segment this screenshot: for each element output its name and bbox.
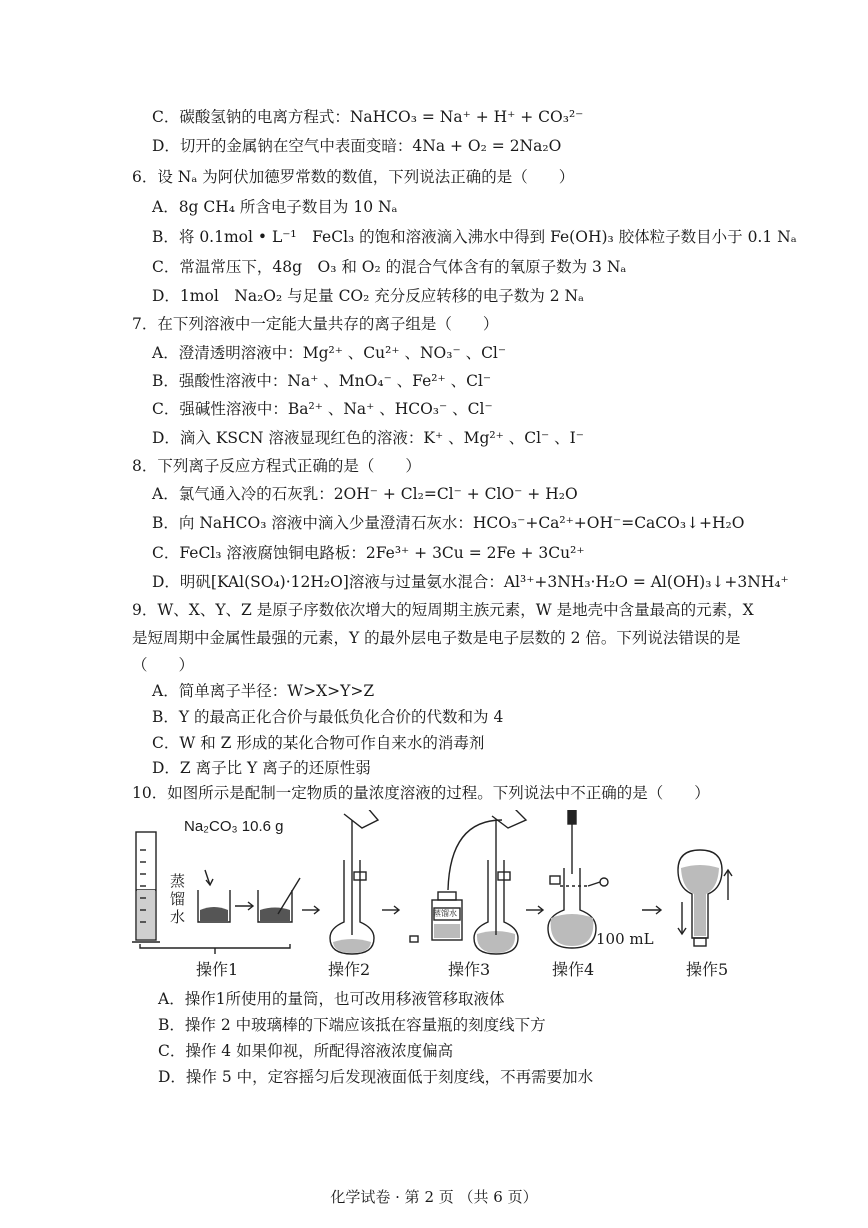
op5-label: 操作5 xyxy=(686,960,729,979)
procedure-diagram xyxy=(130,810,740,980)
q8-option-b: B．向 NaHCO₃ 溶液中滴入少量澄清石灰水：HCO₃⁻+Ca²⁺+OH⁻=CaCO₃↓+H₂O xyxy=(152,514,745,532)
q7-option-b: B．强酸性溶液中：Na⁺ 、MnO₄⁻ 、Fe²⁺ 、Cl⁻ xyxy=(152,372,492,390)
question-9-line-3: （ ） xyxy=(132,656,195,674)
page-footer: 化学试卷 · 第 2 页 （共 6 页） xyxy=(330,1188,538,1206)
q8-option-d: D．明矾[KAl(SO₄)·12H₂O]溶液与过量氨水混合：Al³⁺+3NH₃·H₂O = Al(OH)₃↓+3NH₄⁺ xyxy=(152,573,789,591)
volumetric-flask-3 xyxy=(474,810,526,954)
q5-option-d: D．切开的金属钠在空气中表面变暗：4Na + O₂ = 2Na₂O xyxy=(152,137,562,155)
q7-option-d: D．滴入 KSCN 溶液显现红色的溶液：K⁺ 、Mg²⁺ 、Cl⁻ 、I⁻ xyxy=(152,429,584,447)
q9-option-a: A．简单离子半径：W>X>Y>Z xyxy=(152,682,375,700)
water-label-3: 水 xyxy=(170,908,186,926)
op2-label: 操作2 xyxy=(328,960,371,979)
q8-option-c: C．FeCl₃ 溶液腐蚀铜电路板：2Fe³⁺ + 3Cu = 2Fe + 3Cu²⁺ xyxy=(152,544,585,562)
question-9-line-1: 9．W、X、Y、Z 是原子序数依次增大的短周期主族元素，W 是地壳中含量最高的元素，X xyxy=(132,601,754,619)
question-7: 7．在下列溶液中一定能大量共存的离子组是（ ） xyxy=(132,315,499,333)
question-8: 8．下列离子反应方程式正确的是（ ） xyxy=(132,457,421,475)
reagent-label: Na₂CO₃ 10.6 g xyxy=(184,818,284,835)
q6-option-d: D．1mol Na₂O₂ 与足量 CO₂ 充分反应转移的电子数为 2 Nₐ xyxy=(152,287,585,305)
q10-option-c: C．操作 4 如果仰视，所配得溶液浓度偏高 xyxy=(158,1042,454,1060)
graduated-cylinder xyxy=(132,832,160,942)
q6-option-a: A．8g CH₄ 所含电子数目为 10 Nₐ xyxy=(152,198,398,216)
question-6: 6．设 Nₐ 为阿伏加德罗常数的数值，下列说法正确的是（ ） xyxy=(132,168,575,186)
q6-option-c: C．常温常压下，48g O₃ 和 O₂ 的混合气体含有的氧原子数为 3 Nₐ xyxy=(152,258,627,276)
q6-option-b: B．将 0.1mol • L⁻¹ FeCl₃ 的饱和溶液滴入沸水中得到 Fe(OH)₃ 胶体粒子数目小于 0.1 Nₐ xyxy=(152,228,797,246)
op4-label: 操作4 xyxy=(552,960,595,979)
q10-option-d: D．操作 5 中，定容摇匀后发现液面低于刻度线，不再需要加水 xyxy=(158,1068,594,1086)
q5-option-c: C．碳酸氢钠的电离方程式：NaHCO₃ = Na⁺ + H⁺ + CO₃²⁻ xyxy=(152,108,584,126)
q10-option-b: B．操作 2 中玻璃棒的下端应该抵在容量瓶的刻度线下方 xyxy=(158,1016,546,1034)
op3-label: 操作3 xyxy=(448,960,491,979)
q9-option-b: B．Y 的最高正化合价与最低负化合价的代数和为 4 xyxy=(152,708,504,726)
question-10: 10．如图所示是配制一定物质的量浓度溶液的过程。下列说法中不正确的是（ ） xyxy=(132,784,710,802)
water-label-2: 馏 xyxy=(170,890,186,908)
wash-bottle-label: 蒸馏水 xyxy=(433,909,457,918)
q9-option-c: C．W 和 Z 形成的某化合物可作自来水的消毒剂 xyxy=(152,734,485,752)
op1-label: 操作1 xyxy=(196,960,239,979)
question-9-line-2: 是短周期中金属性最强的元素，Y 的最外层电子数是电子层数的 2 倍。下列说法错误的是 xyxy=(132,629,741,647)
volumetric-flask-4 xyxy=(548,810,608,948)
q9-option-d: D．Z 离子比 Y 离子的还原性弱 xyxy=(152,759,371,777)
q10-option-a: A．操作1所使用的量筒，也可改用移液管移取液体 xyxy=(158,990,505,1008)
volume-label: 100 mL xyxy=(596,930,654,948)
beaker-1 xyxy=(198,890,230,922)
volumetric-flask-2 xyxy=(330,810,378,954)
procedure-figure xyxy=(130,810,740,980)
inverted-flask xyxy=(678,850,732,946)
water-label-1: 蒸 xyxy=(170,872,186,890)
q8-option-a: A．氯气通入冷的石灰乳：2OH⁻ + Cl₂=Cl⁻ + ClO⁻ + H₂O xyxy=(152,485,578,503)
beaker-2 xyxy=(258,878,300,922)
q7-option-a: A．澄清透明溶液中：Mg²⁺ 、Cu²⁺ 、NO₃⁻ 、Cl⁻ xyxy=(152,344,507,362)
q7-option-c: C．强碱性溶液中：Ba²⁺ 、Na⁺ 、HCO₃⁻ 、Cl⁻ xyxy=(152,400,493,418)
